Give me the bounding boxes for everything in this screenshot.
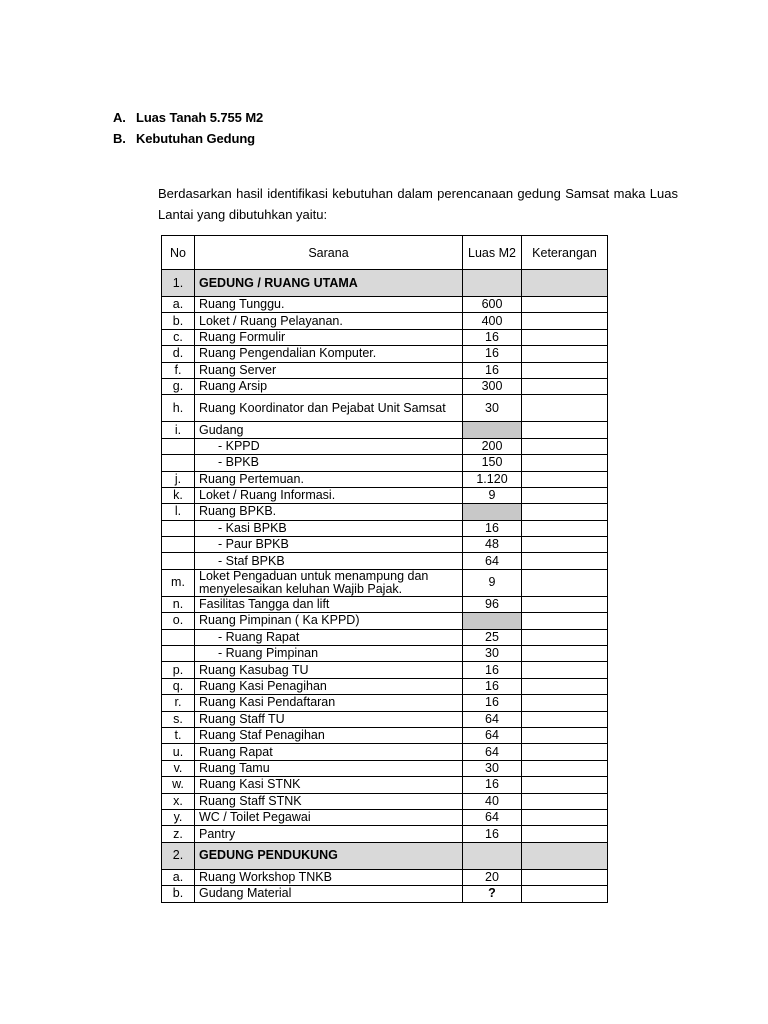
cell-no: u. [162,744,195,760]
table-row [162,760,608,776]
table-row [162,809,608,825]
table-row [162,553,608,569]
cell-luas: 64 [463,744,522,760]
cell-no: l. [162,504,195,520]
cell-no: m. [162,569,195,596]
cell-luas: 16 [463,346,522,362]
cell-sarana: Loket / Ruang Informasi. [195,487,463,503]
cell-no [162,455,195,471]
cell-keterangan [522,313,608,329]
table-row [162,678,608,694]
cell-keterangan [522,629,608,645]
cell-sarana: Ruang Staf Penagihan [195,727,463,743]
table-row [162,487,608,503]
cell-sarana: Ruang Workshop TNKB [195,869,463,885]
cell-luas: 600 [463,297,522,313]
cell-no: d. [162,346,195,362]
table-row [162,455,608,471]
cell-no: y. [162,809,195,825]
cell-no: k. [162,487,195,503]
header-luas: Luas M2 [463,236,522,270]
cell-luas: 25 [463,629,522,645]
cell-no: f. [162,362,195,378]
header-keterangan: Keterangan [522,236,608,270]
cell-sarana: Fasilitas Tangga dan lift [195,596,463,612]
cell-no [162,537,195,553]
cell-luas: 150 [463,455,522,471]
cell-luas: 64 [463,711,522,727]
cell-luas: 16 [463,520,522,536]
table-row [162,646,608,662]
cell-no [162,520,195,536]
cell-keterangan [522,809,608,825]
cell-keterangan [522,422,608,438]
cell-keterangan [522,886,608,902]
table-row [162,629,608,645]
cell-luas: ? [463,886,522,902]
cell-no: b. [162,313,195,329]
cell-sarana [195,438,463,454]
cell-keterangan [522,395,608,422]
sub-item-text: - KPPD [218,438,260,453]
cell-luas: 16 [463,362,522,378]
table-row [162,329,608,345]
cell-sarana: GEDUNG PENDUKUNG [195,842,463,869]
cell-no [162,438,195,454]
cell-sarana [195,455,463,471]
cell-no: c. [162,329,195,345]
table-row [162,695,608,711]
cell-keterangan [522,695,608,711]
cell-keterangan [522,711,608,727]
table-row [162,869,608,885]
cell-sarana: Ruang Tunggu. [195,297,463,313]
sub-item-text: - Paur BPKB [218,537,289,552]
cell-keterangan [522,727,608,743]
table-row [162,744,608,760]
sub-item-text: - BPKB [218,455,259,470]
cell-no: q. [162,678,195,694]
table-row [162,395,608,422]
table-body [162,270,608,903]
cell-sarana: Ruang Pertemuan. [195,471,463,487]
cell-luas: 16 [463,777,522,793]
cell-sarana: Loket / Ruang Pelayanan. [195,313,463,329]
cell-luas [463,613,522,629]
cell-sarana: Ruang Staff TU [195,711,463,727]
cell-luas [463,842,522,869]
table-row [162,662,608,678]
cell-keterangan [522,297,608,313]
cell-sarana: Ruang Kasi Pendaftaran [195,695,463,711]
cell-no: b. [162,886,195,902]
heading-label: B. [113,131,126,146]
cell-no: w. [162,777,195,793]
cell-luas: 64 [463,553,522,569]
cell-luas: 96 [463,596,522,612]
cell-no: g. [162,378,195,394]
cell-sarana [195,520,463,536]
cell-keterangan [522,362,608,378]
cell-sarana: Ruang Formulir [195,329,463,345]
cell-no: x. [162,793,195,809]
cell-keterangan [522,438,608,454]
table-row [162,520,608,536]
cell-keterangan [522,842,608,869]
cell-no: n. [162,596,195,612]
cell-no: r. [162,695,195,711]
cell-sarana: Ruang Kasubag TU [195,662,463,678]
cell-sarana: Ruang Kasi STNK [195,777,463,793]
cell-keterangan [522,329,608,345]
table-row [162,378,608,394]
cell-sarana: Pantry [195,826,463,842]
cell-no [162,646,195,662]
header-sarana: Sarana [195,236,463,270]
cell-keterangan [522,569,608,596]
sub-item-text: - Kasi BPKB [218,520,287,535]
cell-sarana [195,537,463,553]
table-row [162,613,608,629]
cell-luas [463,422,522,438]
cell-keterangan [522,455,608,471]
cell-no [162,553,195,569]
heading-text: Kebutuhan Gedung [136,131,255,146]
cell-sarana: Ruang Pimpinan ( Ka KPPD) [195,613,463,629]
cell-keterangan [522,793,608,809]
cell-no [162,629,195,645]
cell-keterangan [522,777,608,793]
cell-keterangan [522,596,608,612]
table-row [162,537,608,553]
table-header-row [162,236,608,270]
cell-keterangan [522,346,608,362]
table-row [162,777,608,793]
cell-sarana [195,646,463,662]
sub-item-text: - Staf BPKB [218,553,285,568]
table-row [162,346,608,362]
cell-sarana: Gudang Material [195,886,463,902]
cell-no: v. [162,760,195,776]
cell-no: a. [162,297,195,313]
heading-label: A. [113,110,126,125]
cell-keterangan [522,504,608,520]
table-row [162,826,608,842]
kebutuhan-table [161,235,608,903]
cell-keterangan [522,520,608,536]
cell-keterangan [522,869,608,885]
cell-keterangan [522,537,608,553]
cell-no: o. [162,613,195,629]
header-no: No [162,236,195,270]
cell-sarana: Ruang Arsip [195,378,463,394]
cell-no: h. [162,395,195,422]
cell-sarana: Ruang Pengendalian Komputer. [195,346,463,362]
cell-keterangan [522,826,608,842]
cell-no: t. [162,727,195,743]
cell-luas: 16 [463,329,522,345]
cell-luas: 1.120 [463,471,522,487]
cell-sarana: Ruang BPKB. [195,504,463,520]
cell-luas: 200 [463,438,522,454]
cell-sarana [195,553,463,569]
cell-sarana: Gudang [195,422,463,438]
cell-luas: 16 [463,695,522,711]
cell-keterangan [522,487,608,503]
heading-luas-tanah [113,110,263,125]
cell-sarana: Ruang Staff STNK [195,793,463,809]
cell-no: z. [162,826,195,842]
sub-item-text: - Ruang Rapat [218,629,300,644]
cell-keterangan [522,646,608,662]
cell-luas: 300 [463,378,522,394]
cell-luas: 30 [463,395,522,422]
cell-luas: 16 [463,662,522,678]
cell-sarana: Ruang Koordinator dan Pejabat Unit Samsat [195,395,463,422]
cell-keterangan [522,678,608,694]
cell-luas: 48 [463,537,522,553]
sub-item-text: - Ruang Pimpinan [218,646,319,661]
table-row [162,569,608,596]
table-row [162,886,608,902]
table-section-row [162,842,608,869]
cell-keterangan [522,662,608,678]
cell-no: s. [162,711,195,727]
cell-luas [463,270,522,297]
cell-luas: 30 [463,646,522,662]
table-row [162,422,608,438]
table-row [162,504,608,520]
table-row [162,362,608,378]
cell-sarana: Ruang Server [195,362,463,378]
cell-luas: 400 [463,313,522,329]
table-row [162,438,608,454]
cell-luas: 30 [463,760,522,776]
cell-sarana [195,629,463,645]
table-row [162,313,608,329]
heading-text: Luas Tanah 5.755 M2 [136,110,264,125]
cell-keterangan [522,270,608,297]
cell-keterangan [522,471,608,487]
cell-luas: 64 [463,809,522,825]
cell-no: 1. [162,270,195,297]
cell-sarana: Ruang Kasi Penagihan [195,678,463,694]
cell-sarana: Ruang Tamu [195,760,463,776]
cell-keterangan [522,378,608,394]
cell-sarana: GEDUNG / RUANG UTAMA [195,270,463,297]
table-section-row [162,270,608,297]
cell-keterangan [522,760,608,776]
table-row [162,596,608,612]
cell-luas: 9 [463,487,522,503]
cell-sarana: Loket Pengaduan untuk menampung dan menyelesaikan keluhan Wajib Pajak. [195,569,463,596]
cell-no: i. [162,422,195,438]
cell-luas [463,504,522,520]
cell-sarana: Ruang Rapat [195,744,463,760]
intro-paragraph: Berdasarkan hasil identifikasi kebutuhan dalam perencanaan gedung Samsat maka Luas Lantai yang dibutuhkan yaitu: [158,186,678,222]
table-row [162,793,608,809]
cell-no: j. [162,471,195,487]
cell-luas: 16 [463,678,522,694]
table-row [162,711,608,727]
cell-sarana: WC / Toilet Pegawai [195,809,463,825]
cell-luas: 64 [463,727,522,743]
table-row [162,297,608,313]
cell-luas: 9 [463,569,522,596]
cell-keterangan [522,613,608,629]
cell-no: p. [162,662,195,678]
cell-luas: 20 [463,869,522,885]
heading-kebutuhan-gedung [113,131,255,146]
table-row [162,471,608,487]
table-row [162,727,608,743]
cell-no: 2. [162,842,195,869]
cell-no: a. [162,869,195,885]
cell-keterangan [522,744,608,760]
cell-keterangan [522,553,608,569]
cell-luas: 16 [463,826,522,842]
cell-luas: 40 [463,793,522,809]
